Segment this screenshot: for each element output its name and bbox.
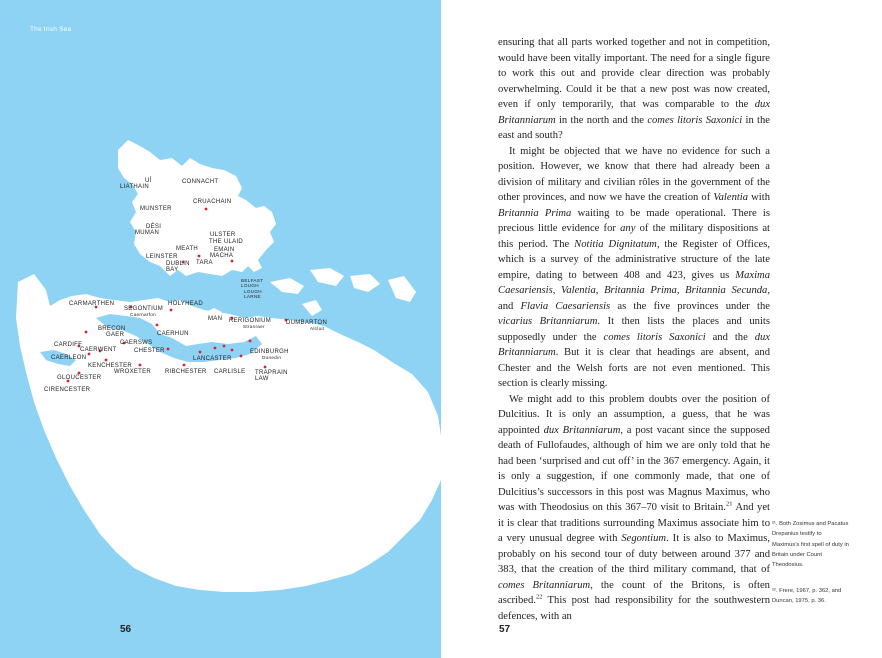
- text-run: Britannia Prima: [498, 207, 572, 219]
- site-dot-edinburgh: [249, 340, 252, 343]
- site-dot-gloucester: [78, 372, 81, 375]
- label-dunedin: Dunedin: [262, 355, 282, 360]
- label-ribchester: RIBCHESTER: [165, 369, 207, 375]
- label-cruachain: CRUACHAIN: [193, 199, 232, 205]
- label-desi-2: MUMAN: [135, 230, 160, 236]
- label-larne-1: LOUGH: [244, 289, 262, 294]
- label-ui-liathain-1: UÍ: [145, 178, 152, 184]
- text-run: any: [620, 223, 636, 234]
- page-number-left: 56: [120, 624, 132, 635]
- site-dot-chester: [167, 348, 170, 351]
- site-dot-holyhead: [170, 309, 173, 312]
- label-brecon-2: GAER: [106, 332, 125, 338]
- site-dot-wroxeter: [139, 364, 142, 367]
- western-isles: [270, 278, 304, 294]
- label-edinburgh: EDINBURGH: [250, 349, 289, 355]
- site-dot-cruachain: [205, 208, 208, 211]
- label-rerigonium: RERIGONIUM: [229, 318, 271, 324]
- label-alcluit: Alcluit: [310, 326, 325, 331]
- label-caerhun: CAERHUN: [157, 331, 189, 337]
- label-segontium: SEGONTIUM: [124, 306, 164, 312]
- running-head: The Irish Sea: [30, 26, 72, 33]
- text-run: comes litoris Saxonici: [647, 114, 743, 126]
- text-run: Flavia Caesariensis: [520, 300, 611, 312]
- text-run: , a post vacant since the supposed death of Fullofaudes, although of him we are only told that he had been ‘surprised and cut off’ in the 367 emergency. Again, it is only a suggestion, if one commonly made, that one of Dulcitius’s successors in this post was Magnus Maximus, who was with Theodosius on this 367–70 visit to Britain.: [498, 424, 770, 513]
- footnote-ref: 22: [535, 593, 543, 601]
- label-ulster-1: ULSTER: [210, 232, 236, 238]
- text-run: of the military dispositions at this period. The: [498, 223, 770, 250]
- site-dot-emain: [231, 260, 234, 263]
- sidenote-21: ²¹. Both Zosimus and Pacatus Drepanius testify to Maximus’s first spell of duty in Britain under Count Theodosius.: [772, 521, 849, 569]
- text-run: It might be objected that we have no evidence for such a position. However, we know that there had already been a division of military and civilian rôles in the government of the other provinces, and now we have the creation of: [498, 145, 770, 203]
- label-caernarfon: Caernarfon: [130, 312, 156, 317]
- site-dot-caerhun: [156, 324, 159, 327]
- text-run: with: [748, 192, 770, 203]
- text-run: Segontium: [621, 533, 667, 544]
- site-dot-ribchester: [183, 364, 186, 367]
- text-run: as the five provinces under the: [610, 300, 770, 312]
- site-dot-coast-3: [231, 349, 234, 352]
- footnote-ref: 21: [725, 500, 733, 508]
- text-run: . It then lists the places and units supposedly under the: [498, 316, 770, 343]
- label-dublin-2: BAY: [166, 267, 179, 273]
- text-run: , the Register of Offices, which is a survey of the administrative structure of the late empire, dating to between 408 and 423, gives us: [498, 238, 771, 281]
- label-desi-1: DÉSI: [146, 224, 162, 230]
- right-page: [441, 0, 882, 658]
- label-belfast-1: BELFAST: [241, 278, 264, 283]
- label-traprain-1: TRAPRAIN: [255, 370, 288, 376]
- text-run: dux Britanniarum: [498, 99, 770, 126]
- text-run: . It is also to Maximus, probably on his second tour of duty between around 377 and 383, that the creation of the third military command, that of: [498, 533, 770, 575]
- label-leinster: LEINSTER: [146, 254, 178, 260]
- label-carmarthen: CARMARTHEN: [69, 301, 115, 307]
- label-chester: CHESTER: [134, 348, 165, 354]
- text-run: comes litoris Saxonici: [603, 331, 706, 343]
- label-emain-2: MACHA: [210, 253, 234, 259]
- site-dot-tara: [198, 255, 201, 258]
- site-dot-coast-2: [223, 345, 226, 348]
- text-run: waiting to be made operational. There is precious little evidence for: [498, 207, 770, 234]
- site-dot-kenchester: [105, 359, 108, 362]
- text-run: , the count of the Britons, is often ascribed.: [498, 579, 770, 606]
- label-caerleon: CAERLEON: [51, 355, 87, 361]
- label-larne-2: LARNE: [244, 294, 261, 299]
- label-connacht: CONNACHT: [182, 179, 219, 185]
- text-run: . But it is clear that headings are absent, and Chester and the Welsh forts are not even mentioned. This section is clearly missing.: [498, 347, 770, 389]
- hebrides-2: [350, 274, 380, 292]
- text-run: , and: [498, 285, 770, 312]
- label-gloucester: GLOUCESTER: [57, 375, 102, 381]
- site-dot-coast-1: [214, 347, 217, 350]
- label-emain-1: EMAIN: [214, 247, 235, 253]
- site-dot-carlisle: [240, 355, 243, 358]
- paragraph: [498, 144, 770, 392]
- text-run: And yet it is clear that traditions surrounding Maximus associate him to a very unusual degree with: [498, 502, 770, 544]
- site-dot-lancaster: [199, 351, 202, 354]
- site-dot-caerleon: [88, 353, 91, 356]
- label-kenchester: KENCHESTER: [88, 363, 133, 369]
- label-cirencester: CIRENCESTER: [44, 387, 91, 393]
- arran: [302, 300, 322, 316]
- label-carlisle: CARLISLE: [214, 369, 246, 375]
- body-text: [498, 35, 770, 624]
- label-traprain-2: LAW: [255, 376, 269, 382]
- text-run: ensuring that all parts worked together and not in competition, would have been vitally important. The need for a single figure to work this out and provide clear direction was probably overwhelming. Could it be that a new post was now created, even if only temporarily, that was comparable to the: [498, 37, 770, 110]
- text-run: in the north and the: [555, 114, 648, 126]
- text-run: in the east and south?: [498, 114, 770, 141]
- label-brecon-1: BRECON: [98, 326, 126, 332]
- label-lancaster: LANCASTER: [193, 356, 232, 362]
- sidenote-22: ²². Frere, 1967, p. 362, and Duncan, 1975, p. 36.: [772, 588, 842, 605]
- label-caersws: CAERSWS: [120, 340, 153, 346]
- paragraph: [498, 392, 770, 625]
- site-dot-brecon: [85, 331, 88, 334]
- text-run: dux Britanniarum: [543, 424, 621, 436]
- text-run: and the: [705, 331, 755, 343]
- page-number-right: 57: [499, 624, 511, 635]
- label-belfast-2: LOUGH: [241, 283, 259, 288]
- text-run: This post had responsibility for the southwestern defences, with an: [498, 595, 770, 622]
- label-cardiff: CARDIFF: [54, 342, 83, 348]
- text-run: dux Britanniarum: [498, 331, 770, 358]
- label-man: MAN: [208, 316, 223, 322]
- text-run: comes Britanniarum: [498, 579, 591, 591]
- paragraph: [498, 35, 770, 144]
- text-run: Valentia: [713, 192, 749, 203]
- label-tara: TARA: [196, 260, 213, 266]
- text-run: Maxima Caesariensis, Valentia, Britannia Prima, Britannia Secunda: [498, 269, 770, 296]
- text-run: We might add to this problem doubts over the position of Dulcitius. It is only an assumption, a guess, that he was appointed: [498, 393, 770, 436]
- text-run: Notitia Dignitatum: [574, 238, 657, 250]
- text-run: vicarius Britanniarum: [498, 316, 598, 327]
- label-munster: MUNSTER: [140, 206, 172, 212]
- label-ui-liathain-2: LIATHAIN: [120, 184, 149, 190]
- label-meath: MEATH: [176, 246, 199, 252]
- label-caerwent: CAERWENT: [80, 347, 117, 353]
- label-dumbarton: DUMBARTON: [286, 320, 328, 326]
- label-dublin-1: DUBLIN: [166, 261, 190, 267]
- label-holyhead: HOLYHEAD: [168, 301, 203, 307]
- hebrides-1: [310, 268, 344, 286]
- label-ulster-2: THE ULAID: [209, 239, 244, 245]
- hebrides-3: [388, 276, 416, 302]
- site-dot-traprain: [264, 366, 267, 369]
- label-stranraer: Stranraer: [243, 324, 265, 329]
- label-wroxeter: WROXETER: [114, 369, 152, 375]
